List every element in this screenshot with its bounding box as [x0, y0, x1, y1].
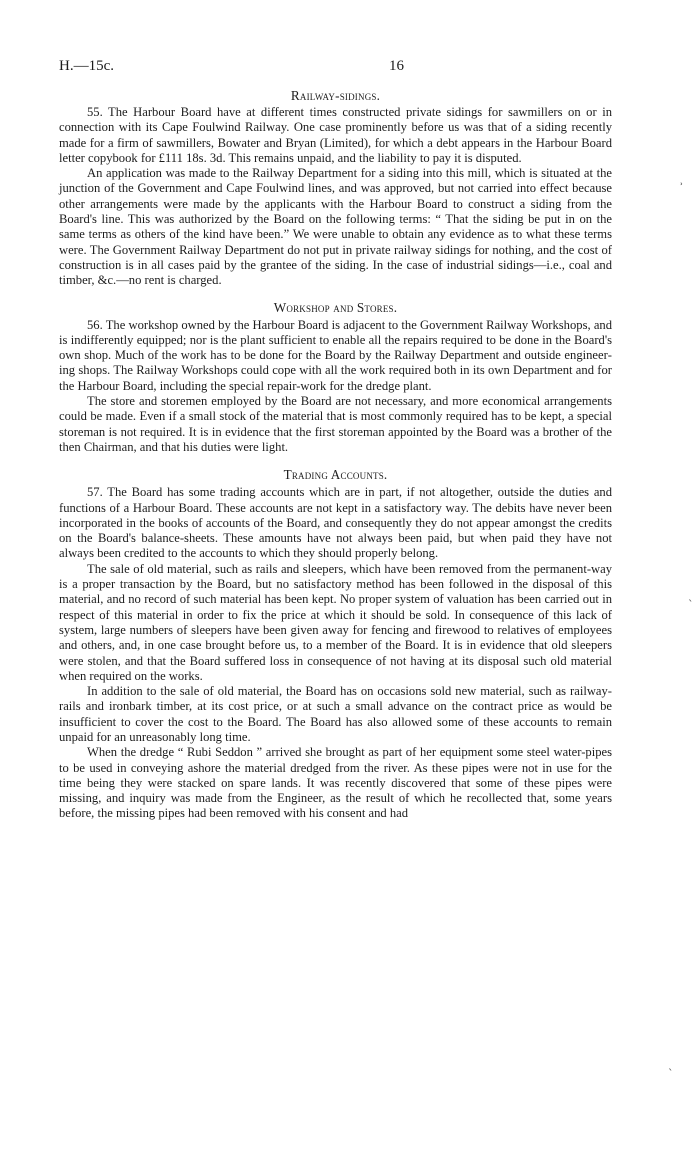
section-heading-railway-sidings: Railway-sidings. [290, 88, 381, 103]
margin-speck-mark: ˒ [680, 178, 684, 191]
page-body [59, 88, 612, 822]
paragraph-57: 57. The Board has some trading accounts which are in part, if not altogether, outside the duties and functions of a Harbour Board. These accounts are not kept in a satisfactory way. The debits have never been incorporated in the books of accounts of the Board, and consequently they do not appear amongst the credits on the Board's balance-sheets. These amounts have not always been paid, but when paid they have not always been credited to the accounts to which they should properly belong. [59, 485, 612, 561]
document-reference: H.—15c. [59, 58, 114, 74]
page-number: 16 [389, 58, 404, 74]
paragraph-siding-application: An application was made to the Railway Department for a siding into this mill, which is situated at the junction of the Government and Cape Foulwind lines, and was approved, but not carried into effect because other arrangements were made by the applicants with the Harbour Board to construct a siding from the Board's line. This was authorized by the Board on the following terms: “ That the siding be put in on the same terms as others of the kind have been.” We were unable to obtain any evidence as to what these terms were. The Government Railway Department do not put in private railway sidings for nothing, and the cost of construction is in all cases paid by the grantee of the siding. In the case of industrial sidings—i.e., coal and timber, &c.—no rent is charged. [59, 166, 612, 288]
paragraph-55: 55. The Harbour Board have at different times constructed private sidings for sawmillers on or in connection with its Cape Foulwind Railway. One case prominently before us was that of a siding recently made for a firm of sawmillers, Bowater and Bryan (Limited), for which a debt appears in the Harbour Board letter copybook for £111 18s. 3d. This remains unpaid, and the liability to pay it is disputed. [59, 105, 612, 165]
paragraph-old-material: The sale of old material, such as rails and sleepers, which have been removed from the permanent-way is a proper transaction by the Board, but no satisfactory method has been followed in the disposal of this material, and no record of such material has been kept. No proper system of valuation has been carried out in respect of this material in order to fix the price at which it should be sold. In consequence of this lack of system, large numbers of sleepers have been given away for fencing and firewood to relatives of employees and others, and, in one case brought before us, to a member of the Board. It is in evidence that old sleepers were stolen, and that the Board suffered loss in consequence of not having at its disposal such old material when required on the works. [59, 561, 612, 683]
section-heading-trading-accounts: Trading Accounts. [283, 467, 388, 483]
paragraph-new-material: In addition to the sale of old material, the Board has on occasions sold new material, such as railway-rails and ironbark timber, at its cost price, or at such a small advance on the contract price as would be insufficient to cover the cost to the Board. The Board has also allowed some of these accounts to remain unpaid for an unreasonably long time. [59, 684, 612, 744]
paragraph-56: 56. The workshop owned by the Harbour Board is adjacent to the Government Railway Workshops, and is indifferently equipped; nor is the plant sufficient to enable all the repairs required to be done in the Board's own shop. Much of the work has to be done for the Board by the Railway Department and outside engineering shops. The Railway Workshops could cope with all the work required both in its own Department and for the Harbour Board, including the special repair-work for the dredge plant. [59, 317, 612, 393]
page-header [59, 58, 614, 78]
margin-speck-mark: ˎ [668, 1058, 674, 1071]
margin-speck-mark: ˋ [688, 598, 694, 611]
section-heading-workshop-stores: Workshop and Stores. [273, 299, 398, 315]
paragraph-storemen: The store and storemen employed by the Board are not necessary, and more economical arrangements could be made. Even if a small stock of the material that is most commonly required has to be kept, a special storeman is not required. It is in evidence that the first storeman appointed by the Board was a brother of the then Chairman, and that his duties were light. [59, 394, 612, 454]
paragraph-dredge-pipes: When the dredge “ Rubi Seddon ” arrived she brought as part of her equipment some steel water-pipes to be used in conveying ashore the material dredged from the river. As these pipes were not in use for the time being they were stacked on spare lands. It was recently discovered that some of these pipes were missing, and inquiry was made from the Engineer, as the result of which he recollected that, some years before, the missing pipes had been removed with his consent and had [59, 745, 612, 821]
